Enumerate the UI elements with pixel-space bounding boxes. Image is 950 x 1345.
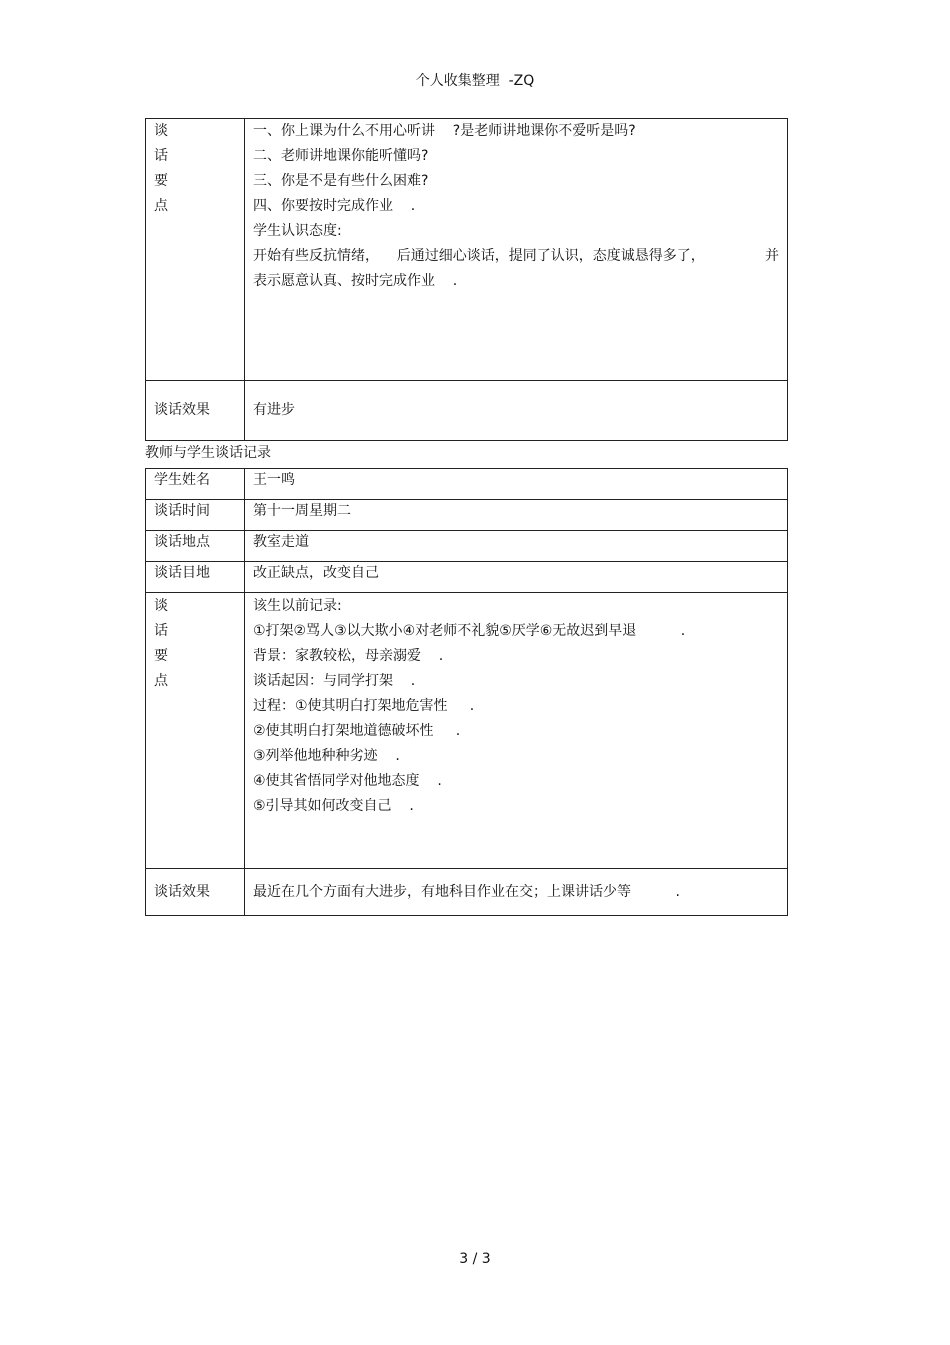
talk-points-row: [146, 119, 788, 381]
talk-effect-value: 最近在几个方面有大进步，有地科目作业在交；上课讲话少等 .: [245, 869, 788, 916]
page-header: 个人收集整理 -ZQ: [415, 73, 535, 89]
point-line: ⑤引导其如何改变自己 .: [253, 798, 414, 814]
label-char: 点: [154, 673, 168, 689]
talk-effect-label: 谈话效果: [146, 869, 245, 916]
point-line: 该生以前记录:: [253, 598, 342, 614]
talk-time-row: [146, 500, 788, 531]
talk-goal-row: [146, 562, 788, 593]
point-line: 四、你要按时完成作业 .: [253, 198, 416, 214]
row-value: 改正缺点，改变自己: [245, 562, 788, 593]
row-label: 谈话目地: [146, 562, 245, 593]
attitude-text-end: 并: [765, 248, 779, 264]
student-name-row: [146, 469, 788, 500]
point-line: ①打架②骂人③以大欺小④对老师不礼貌⑤厌学⑥无故迟到早退 .: [253, 623, 686, 639]
point-line: 一、你上课为什么不用心听讲 ?是老师讲地课你不爱听是吗?: [253, 123, 636, 139]
point-line: ②使其明白打架地道德破坏性 .: [253, 723, 461, 739]
row-value: 第十一周星期二: [245, 500, 788, 531]
attitude-text: 开始有些反抗情绪， 后通过细心谈话，提同了认识，态度诚恳得多了，: [253, 248, 705, 264]
row-label: 谈话地点: [146, 531, 245, 562]
table-caption: 教师与学生谈话记录: [145, 445, 271, 461]
talk-effect-label: 谈话效果: [146, 381, 245, 441]
talk-effect-row: [146, 381, 788, 441]
row-value: 王一鸣: [245, 469, 788, 500]
talk-points-label: [146, 119, 245, 381]
point-line: 过程：①使其明白打架地危害性 .: [253, 698, 475, 714]
point-line: 谈话起因：与同学打架 .: [253, 673, 416, 689]
row-label: 谈话时间: [146, 500, 245, 531]
row-value: 教室走道: [245, 531, 788, 562]
talk-effect-row: [146, 869, 788, 916]
point-line: 二、老师讲地课你能听懂吗?: [253, 148, 429, 164]
talk-effect-value: 有进步: [245, 381, 788, 441]
talk-points-content: [245, 119, 788, 381]
label-char: 要: [154, 173, 168, 189]
point-line: 背景：家教较松，母亲溺爱 .: [253, 648, 444, 664]
label-char: 要: [154, 648, 168, 664]
attitude-line-2: 表示愿意认真、按时完成作业 .: [253, 273, 458, 289]
talk-points-row: [146, 593, 788, 869]
label-char: 话: [154, 148, 168, 164]
talk-record-table-1: [145, 118, 788, 441]
page-number: 3 / 3: [459, 1251, 491, 1267]
label-char: 话: [154, 623, 168, 639]
label-char: 谈: [154, 598, 168, 614]
point-line: 学生认识态度:: [253, 223, 342, 239]
row-label: 学生姓名: [146, 469, 245, 500]
talk-record-table-2: [145, 468, 788, 916]
label-char: 点: [154, 198, 168, 214]
talk-points-label: [146, 593, 245, 869]
talk-points-content: [245, 593, 788, 869]
talk-place-row: [146, 531, 788, 562]
point-line: ④使其省悟同学对他地态度 .: [253, 773, 442, 789]
label-char: 谈: [154, 123, 168, 139]
attitude-line: [253, 244, 779, 269]
point-line: 三、你是不是有些什么困难?: [253, 173, 429, 189]
point-line: ③列举他地种种劣迹 .: [253, 748, 400, 764]
